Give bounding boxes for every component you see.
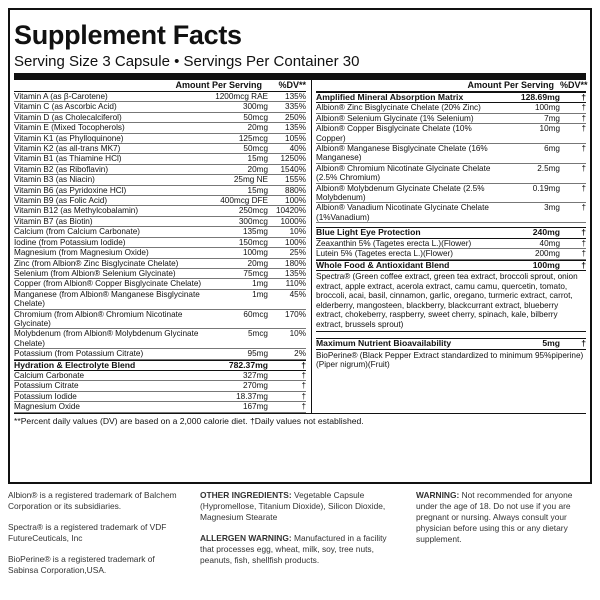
nutrient-name: Albion® Vanadium Nicotinate Glycinate Chelate (1%Vanadium): [316, 203, 489, 222]
nutrient-name: Albion® Selenium Glycinate (1% Selenium): [316, 113, 474, 123]
nutrient-dv: †: [301, 402, 306, 412]
nutrient-amount: 75mcg: [243, 268, 268, 278]
nutrient-amount: 135mg: [242, 227, 268, 237]
nutrient-amount: 250mcg: [238, 206, 268, 216]
nutrient-name: Albion® Copper Bisglycinate Chelate (10% Copper): [316, 124, 472, 143]
right-column: [316, 80, 586, 413]
nutrient-dv: 40%: [289, 144, 306, 154]
nutrient-dv: 250%: [285, 112, 306, 122]
nutrient-row: [14, 113, 306, 123]
nutrient-row: [316, 144, 586, 164]
nutrient-dv: 10%: [289, 227, 306, 237]
nutrient-row: [14, 279, 306, 289]
hydration-blend-header: [14, 360, 306, 371]
nutrient-dv: 135%: [285, 92, 306, 101]
nutrient-amount: 0.19mg: [532, 183, 560, 193]
nutrient-amount: 100mg: [242, 248, 268, 258]
nutrient-amount: 128.69mg: [520, 92, 560, 102]
nutrient-amount: 327mg: [242, 370, 268, 380]
nutrient-row: [316, 103, 586, 113]
nutrient-dv: †: [581, 238, 586, 248]
nutrient-name: Manganese (from Albion® Manganese Bisglycinate Chelate): [14, 289, 200, 309]
warning-text: Not recommended for anyone under the age of 18. Do not use if you are pregnant or nursing. Always consult your physician before using this or any dietary supplement.: [416, 490, 573, 544]
nutrient-dv: †: [581, 103, 586, 113]
other-ingredients-text: Vegetable Capsule (Hypromellose, Titanium Dioxide), Silicon Dioxide, Magnesium Stearate: [200, 490, 386, 522]
nutrient-row: [14, 165, 306, 175]
nutrient-dv: 135%: [285, 123, 306, 133]
nutrient-dv: †: [301, 359, 306, 370]
nutrient-dv: 110%: [285, 279, 306, 289]
nutrient-row: [14, 259, 306, 269]
nutrient-dv: †: [581, 183, 586, 193]
nutrient-name: Copper (from Albion® Copper Bisglycinate Chelate): [14, 279, 202, 289]
ingredients-allergen: [200, 490, 390, 576]
nutrient-name: Blue Light Eye Protection: [316, 227, 421, 238]
amount-header: Amount Per Serving: [467, 80, 554, 90]
nutrient-name: Vitamin B6 (as Pyridoxine HCl): [14, 185, 127, 195]
blend-name: Whole Food & Antioxidant Blend: [316, 259, 450, 270]
nutrient-row: [14, 227, 306, 237]
nutrient-name: Vitamin E (Mixed Tocopherols): [14, 123, 125, 133]
nutrient-row: [316, 249, 586, 259]
nutrient-row: [14, 175, 306, 185]
nutrient-dv: 880%: [285, 185, 306, 195]
bioavailability-description: BioPerine® (Black Pepper Extract standardized to minimum 95%piperine)(Piper nigrum)(Fruit): [316, 350, 584, 370]
nutrient-name: Hydration & Electrolyte Blend: [14, 359, 136, 370]
other-ingredients: [200, 490, 390, 523]
nutrient-row: [14, 238, 306, 248]
nutrient-row: [14, 217, 306, 227]
nutrient-amount: 2.5mg: [537, 163, 560, 173]
nutrient-name: Vitamin B2 (as Riboflavin): [14, 164, 109, 174]
nutrient-name: Magnesium Oxide: [14, 402, 80, 412]
nutrient-row: [14, 248, 306, 258]
nutrient-name: Zeaxanthin 5% (Tagetes erecta L.)(Flower): [316, 238, 472, 248]
nutrient-dv: †: [301, 391, 306, 401]
nutrient-row: [14, 349, 306, 359]
nutrient-name: Albion® Chromium Nicotinate Glycinate Chelate (2.5% Chromium): [316, 163, 491, 183]
left-column: [14, 80, 306, 413]
nutrient-dv: 45%: [289, 289, 306, 299]
nutrient-row: [14, 290, 306, 310]
nutrient-amount: 782.37mg: [228, 359, 268, 370]
nutrient-name: Vitamin C (as Ascorbic Acid): [14, 102, 117, 112]
nutrient-dv: 1540%: [280, 164, 306, 174]
nutrient-name: Molybdenum (from Albion® Molybdenum Glycinate Chelate): [14, 329, 199, 348]
nutrient-dv: 10420%: [275, 206, 306, 216]
nutrient-dv: 180%: [285, 258, 306, 268]
nutrient-amount: 60mcg: [243, 309, 268, 319]
dv-header: %DV**: [560, 80, 588, 90]
nutrient-row: [14, 206, 306, 216]
facts-columns: [14, 80, 586, 413]
nutrient-dv: 170%: [285, 309, 306, 319]
nutrient-name: Vitamin K2 (as all-trans MK7): [14, 144, 121, 154]
dv-footnote: **Percent daily values (DV) are based on a 2,000 calorie diet. †Daily values not established.: [14, 413, 586, 427]
nutrient-amount: 1200mcg RAE: [215, 92, 268, 101]
blend-amount: 5mg: [542, 338, 560, 349]
left-nutrient-list: [14, 92, 306, 360]
trademark-albion: Albion® is a registered trademark of Balchem Corporation or its subsidiaries.: [8, 490, 177, 511]
blend-dv: †: [581, 259, 586, 270]
other-ingredients-label: OTHER INGREDIENTS:: [200, 490, 292, 500]
nutrient-name: Magnesium (from Magnesium Oxide): [14, 248, 149, 258]
nutrient-name: Vitamin B9 (as Folic Acid): [14, 196, 108, 206]
blend-dv: †: [581, 338, 586, 349]
nutrient-row: [14, 134, 306, 144]
nutrient-dv: 1250%: [280, 154, 306, 164]
amount-header: Amount Per Serving: [175, 80, 262, 90]
nutrient-row: [14, 402, 306, 412]
thick-rule: [14, 73, 586, 80]
nutrient-dv: †: [581, 227, 586, 238]
allergen-label: ALLERGEN WARNING:: [200, 533, 292, 543]
allergen-text: Manufactured in a facility that processes egg, wheat, milk, soy, tree nuts, peanuts, fish, shellfish products.: [200, 533, 387, 565]
column-divider: [311, 80, 312, 413]
nutrient-row: [316, 203, 586, 223]
nutrient-dv: 100%: [285, 237, 306, 247]
hydration-blend: [14, 360, 306, 413]
nutrient-row: [14, 310, 306, 330]
nutrient-amount: 125mcg: [238, 133, 268, 143]
nutrient-amount: 200mg: [534, 249, 560, 259]
panel-title: Supplement Facts: [14, 20, 242, 50]
nutrient-row: [14, 123, 306, 133]
nutrient-name: Chromium (from Albion® Chromium Nicotinate Glycinate): [14, 309, 183, 328]
supplement-facts-panel: [8, 8, 592, 484]
nutrient-row: [14, 154, 306, 164]
nutrient-amount: 5mcg: [247, 329, 268, 339]
nutrient-amount: 20mg: [247, 164, 268, 174]
nutrient-amount: 15mg: [247, 154, 268, 164]
nutrient-name: Calcium Carbonate: [14, 370, 85, 380]
nutrient-dv: †: [581, 92, 586, 102]
nutrient-row: [14, 329, 306, 349]
nutrient-amount: 50mcg: [243, 112, 268, 122]
nutrient-dv: 100%: [285, 196, 306, 206]
nutrient-amount: 3mg: [544, 203, 560, 213]
nutrient-name: Vitamin A (as β-Carotene): [14, 92, 108, 101]
nutrient-amount: 20mg: [247, 258, 268, 268]
nutrient-name: Lutein 5% (Tagetes erecta L.)(Flower): [316, 249, 453, 259]
nutrient-name: Iodine (from Potassium Iodide): [14, 237, 126, 247]
nutrient-name: Vitamin B1 (as Thiamine HCl): [14, 154, 122, 164]
nutrient-dv: 135%: [285, 268, 306, 278]
nutrient-row: [14, 186, 306, 196]
nutrient-dv: †: [301, 381, 306, 391]
nutrient-dv: †: [581, 124, 586, 134]
nutrient-amount: 6mg: [544, 144, 560, 154]
nutrient-dv: 335%: [285, 102, 306, 112]
nutrient-amount: 100mg: [534, 103, 560, 113]
nutrient-row: [14, 269, 306, 279]
warning-notice: [416, 490, 592, 555]
nutrient-name: Potassium Iodide: [14, 391, 77, 401]
nutrient-row: [316, 184, 586, 204]
nutrient-dv: †: [581, 249, 586, 259]
nutrient-amount: 167mg: [242, 402, 268, 412]
nutrient-name: Selenium (from Albion® Selenium Glycinate): [14, 268, 176, 278]
trademark-spectra: Spectra® is a registered trademark of VDF FutureCeuticals, Inc: [8, 522, 167, 543]
nutrient-amount: 1mg: [252, 279, 268, 289]
nutrient-name: Calcium (from Calcium Carbonate): [14, 227, 141, 237]
nutrient-dv: 1000%: [280, 216, 306, 226]
blend-amount: 100mg: [532, 259, 560, 270]
nutrient-dv: †: [581, 144, 586, 154]
dv-header: %DV**: [278, 80, 306, 90]
nutrient-amount: 7mg: [544, 113, 560, 123]
nutrient-amount: 1mg: [252, 289, 268, 299]
nutrient-name: Vitamin B7 (as Biotin): [14, 216, 93, 226]
nutrient-name: Potassium (from Potassium Citrate): [14, 349, 144, 359]
nutrient-amount: 50mcg: [243, 144, 268, 154]
right-blend-list: [316, 92, 586, 260]
nutrient-name: Zinc (from Albion® Zinc Bisglycinate Chelate): [14, 258, 179, 268]
nutrient-name: Potassium Citrate: [14, 381, 79, 391]
nutrient-amount: 400mcg DFE: [220, 196, 268, 206]
nutrient-name: Vitamin B3 (as Niacin): [14, 175, 95, 185]
nutrient-amount: 10mg: [539, 124, 560, 134]
nutrient-row: [14, 196, 306, 206]
nutrient-amount: 300mg: [242, 102, 268, 112]
nutrient-dv: †: [301, 370, 306, 380]
nutrient-name: Vitamin K1 (as Phylloquinone): [14, 133, 124, 143]
nutrient-name: Vitamin D (as Cholecalciferol): [14, 112, 122, 122]
nutrient-row: [14, 92, 306, 102]
blend-header: [316, 92, 586, 103]
nutrient-amount: 240mg: [532, 227, 560, 238]
nutrient-amount: 20mg: [247, 123, 268, 133]
blend-header: [316, 227, 586, 238]
nutrient-row: [316, 239, 586, 249]
nutrient-amount: 300mcg: [238, 216, 268, 226]
nutrient-row: [14, 392, 306, 402]
allergen-warning: [200, 533, 390, 566]
nutrient-row: [14, 371, 306, 381]
nutrient-dv: 25%: [289, 248, 306, 258]
trademark-bioperine: BioPerine® is a registered trademark of Sabinsa Corporation,USA.: [8, 554, 155, 575]
nutrient-dv: †: [581, 163, 586, 173]
nutrient-amount: 15mg: [247, 185, 268, 195]
bioavailability-header: [316, 338, 586, 349]
nutrient-dv: †: [581, 113, 586, 123]
warning-paragraph: [416, 490, 592, 545]
blend-name: Maximum Nutrient Bioavailability: [316, 338, 452, 349]
nutrient-row: [316, 114, 586, 124]
warning-label: WARNING:: [416, 490, 460, 500]
nutrient-dv: 155%: [285, 175, 306, 185]
nutrient-amount: 18.37mg: [236, 391, 268, 401]
nutrient-row: [14, 381, 306, 391]
nutrient-name: Albion® Molybdenum Glycinate Chelate (2.5% Molybdenum): [316, 183, 485, 203]
nutrient-row: [316, 124, 586, 144]
nutrient-amount: 95mg: [247, 349, 268, 359]
whole-food-blend-header: [316, 260, 586, 271]
nutrient-dv: 105%: [285, 133, 306, 143]
nutrient-row: [316, 164, 586, 184]
nutrient-dv: 10%: [289, 329, 306, 339]
serving-info: Serving Size 3 Capsule • Servings Per Container 30: [14, 53, 360, 70]
whole-food-blend-description: Spectra® (Green coffee extract, green tea extract, broccoli sprout, onion extract, apple extract, acerola extract, camu camu, quercetin, tomato, broccoli, acai, basil, cinnamon, garlic, oregano, turmeric extract, carrot, elderberry, mangosteen, blackberry, blackcurrant extract, blueberry extract, chokeberry, raspberry, sweet cherry, spinach, kale, bilberry extract, brussels sprout): [316, 271, 586, 333]
nutrient-name: Vitamin B12 (as Methylcobalamin): [14, 206, 139, 216]
nutrient-name: Amplified Mineral Absorption Matrix: [316, 92, 464, 102]
nutrient-row: [14, 102, 306, 112]
nutrient-row: [14, 144, 306, 154]
nutrient-amount: 25mg NE: [233, 175, 268, 185]
nutrient-amount: 270mg: [242, 381, 268, 391]
nutrient-amount: 150mcg: [238, 237, 268, 247]
nutrient-name: Albion® Zinc Bisglycinate Chelate (20% Zinc): [316, 103, 481, 113]
right-column-header: [316, 80, 586, 92]
left-column-header: [14, 80, 306, 92]
nutrient-dv: †: [581, 203, 586, 213]
nutrient-amount: 40mg: [539, 238, 560, 248]
nutrient-name: Albion® Manganese Bisglycinate Chelate (16% Manganese): [316, 144, 488, 163]
trademark-notes: [8, 490, 186, 586]
nutrient-dv: 2%: [294, 349, 306, 359]
